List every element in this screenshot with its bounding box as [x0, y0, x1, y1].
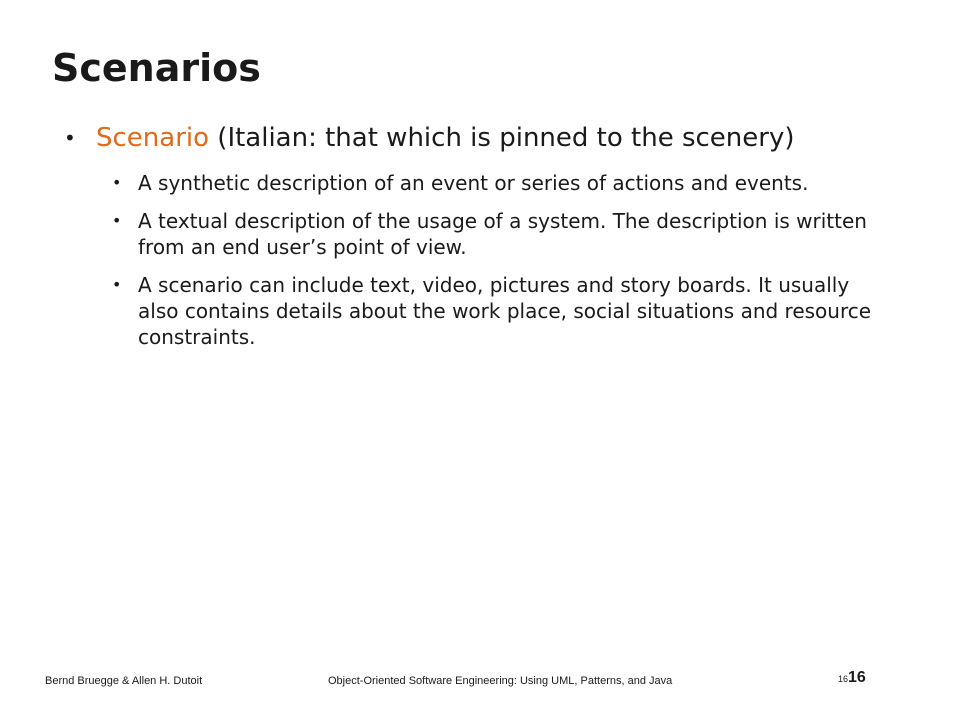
subbullet-marker: •: [112, 173, 122, 192]
subbullet-synthetic-description: [62, 170, 878, 196]
footer-book-title: Object-Oriented Software Engineering: Using UML, Patterns, and Java: [328, 675, 673, 687]
slide-title: Scenarios: [52, 46, 261, 90]
footer-page-number: [838, 671, 866, 686]
footer-authors: Bernd Bruegge & Allen H. Dutoit: [45, 675, 203, 687]
slide-content: [62, 122, 902, 362]
subbullet-text: A textual description of the usage of a system. The description is written from an end user’s point of view.: [138, 209, 867, 259]
page-number-big: 16: [848, 669, 866, 686]
page-number-small: 16: [838, 674, 849, 684]
subbullet-text: A synthetic description of an event or series of actions and events.: [138, 171, 809, 195]
subbullet-text: A scenario can include text, video, pictures and story boards. It usually also contains details about the work place, social situations and resource constraints.: [138, 273, 872, 349]
subbullet-textual-description: [62, 208, 878, 260]
bullet-term: Scenario: [96, 123, 210, 153]
bullet-text: (Italian: that which is pinned to the scenery): [209, 123, 795, 153]
subbullet-scenario-contents: [62, 272, 878, 350]
bullet-scenario: [62, 122, 902, 154]
bullet-marker: •: [64, 126, 76, 150]
subbullet-marker: •: [112, 275, 122, 294]
subbullet-marker: •: [112, 211, 122, 230]
